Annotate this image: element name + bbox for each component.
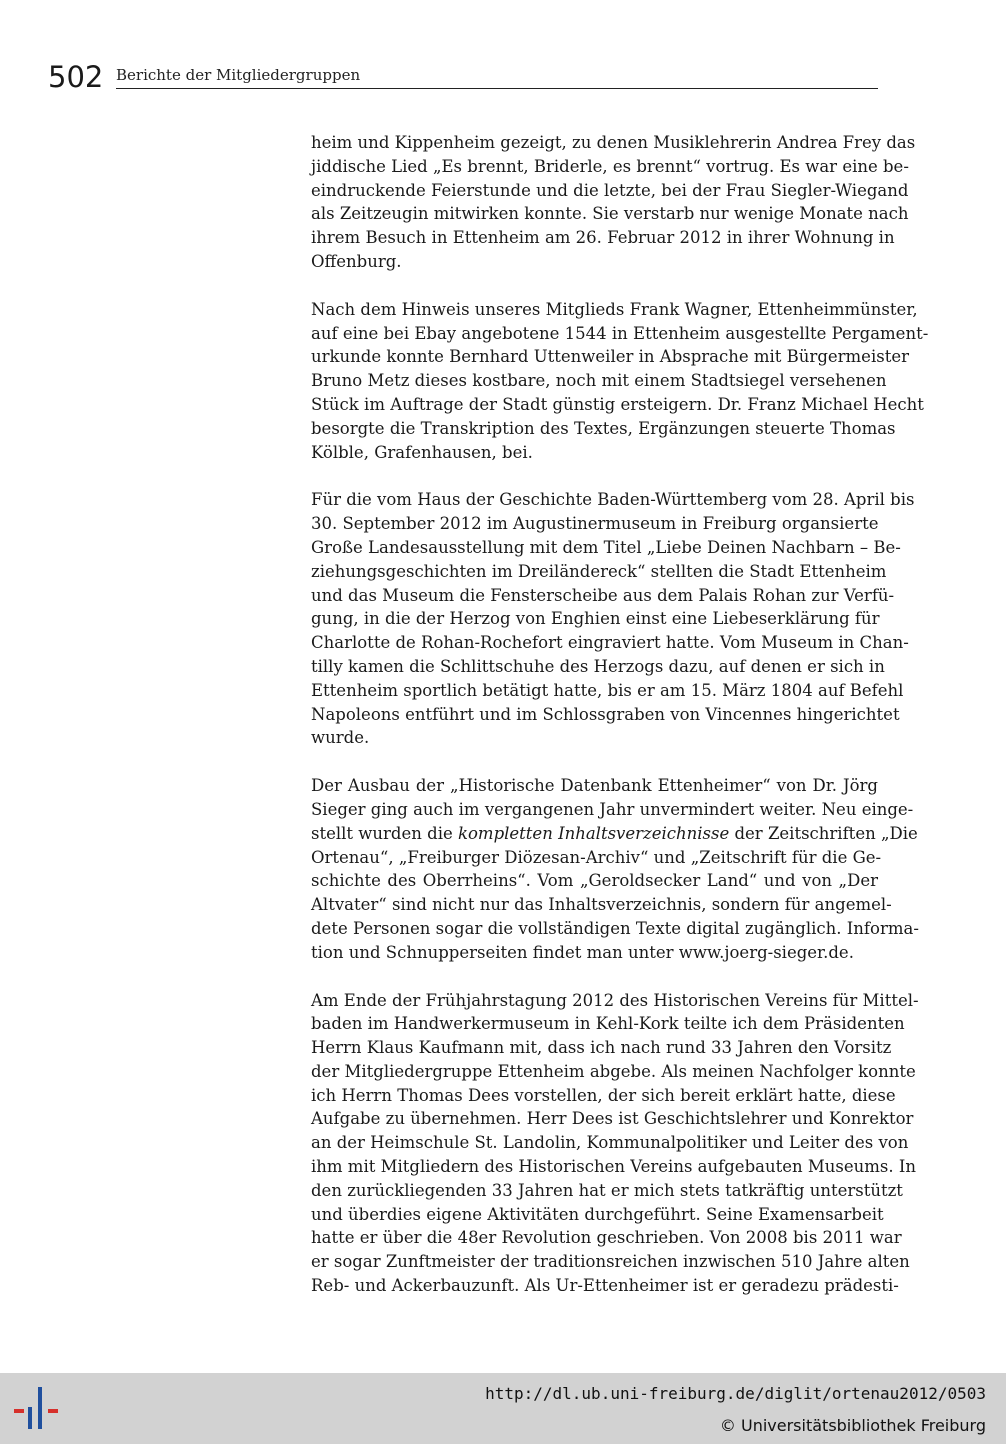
logo-blue-bar-tall (38, 1387, 42, 1429)
footer-bar (0, 1373, 1006, 1444)
text-line: den zurückliegenden 33 Jahren hat er mich stets tatkräftig unterstützt (311, 1180, 903, 1200)
footer-copyright: © Universitätsbibliothek Freiburg (719, 1416, 986, 1435)
body-text (311, 131, 929, 1322)
text-line: Stück im Auftrage der Stadt günstig ersteigern. Dr. Franz Michael Hecht (311, 394, 924, 414)
text-line: Kölble, Grafenhausen, bei. (311, 442, 533, 462)
paragraph (311, 989, 919, 1298)
text-line: eindruckende Feierstunde und die letzte, bei der Frau Siegler-Wiegand (311, 180, 909, 200)
header-rule (116, 88, 878, 89)
text-line: Altvater“ sind nicht nur das Inhaltsverzeichnis, sondern für angemel- (311, 895, 892, 915)
text-line: Große Landesausstellung mit dem Titel „Liebe Deinen Nachbarn – Be- (311, 537, 901, 557)
text-line: tilly kamen die Schlittschuhe des Herzogs dazu, auf denen er sich in (311, 656, 885, 676)
text-line: besorgte die Transkription des Textes, Ergänzungen steuerte Thomas (311, 418, 896, 438)
logo-blue-bar-short (28, 1407, 32, 1429)
text-line: hatte er über die 48er Revolution geschrieben. Von 2008 bis 2011 war (311, 1228, 902, 1248)
text-line: Ettenheim sportlich betätigt hatte, bis er am 15. März 1804 auf Befehl (311, 680, 904, 700)
text-line: als Zeitzeugin mitwirken konnte. Sie verstarb nur wenige Monate nach (311, 204, 909, 224)
text-line: ich Herrn Thomas Dees vorstellen, der sich bereit erklärt hatte, diese (311, 1085, 896, 1105)
text-line: Napoleons entführt und im Schlossgraben von Vincennes hingerichtet (311, 704, 900, 724)
text-line: Herrn Klaus Kaufmann mit, dass ich nach rund 33 Jahren den Vorsitz (311, 1038, 892, 1058)
text-line: Reb- und Ackerbauzunft. Als Ur-Ettenheimer ist er geradezu prädesti- (311, 1276, 899, 1296)
text-line: ihm mit Mitgliedern des Historischen Vereins aufgebauten Museums. In (311, 1157, 916, 1177)
text-line: urkunde konnte Bernhard Uttenweiler in Absprache mit Bürgermeister (311, 347, 909, 367)
paragraph (311, 131, 916, 274)
paragraph (311, 298, 929, 465)
text-line: jiddische Lied „Es brennt, Briderle, es brennt“ vortrug. Es war eine be- (311, 156, 909, 176)
running-head: Berichte der Mitgliedergruppen (116, 66, 361, 84)
text-line: wurde. (311, 728, 370, 748)
text-line: dete Personen sogar die vollständigen Texte digital zugänglich. Informa- (311, 918, 919, 938)
text-line: er sogar Zunftmeister der traditionsreichen inzwischen 510 Jahre alten (311, 1252, 910, 1272)
text-line: Aufgabe zu übernehmen. Herr Dees ist Geschichtslehrer und Konrektor (311, 1109, 914, 1129)
page-header (48, 58, 878, 92)
footer-url[interactable]: http://dl.ub.uni-freiburg.de/diglit/ortenau2012/0503 (485, 1384, 986, 1403)
text-line: und das Museum die Fensterscheibe aus dem Palais Rohan zur Verfü- (311, 585, 895, 605)
page-number: 502 (48, 60, 104, 94)
paragraph (311, 774, 919, 964)
text-line: Sieger ging auch im vergangenen Jahr unvermindert weiter. Neu einge- (311, 799, 914, 819)
text-line: heim und Kippenheim gezeigt, zu denen Musiklehrerin Andrea Frey das (311, 133, 916, 152)
logo-red-dash-left (14, 1409, 24, 1413)
text-line: an der Heimschule St. Landolin, Kommunalpolitiker und Leiter des von (311, 1133, 909, 1153)
text-line: gung, in die der Herzog von Enghien einst eine Liebeserklärung für (311, 609, 880, 629)
text-line: 30. September 2012 im Augustinermuseum in Freiburg organsierte (311, 514, 879, 534)
text-line: stellt wurden die kompletten Inhaltsverzeichnisse der Zeitschriften „Die (311, 823, 918, 843)
ub-freiburg-logo-icon (12, 1385, 64, 1431)
text-line: und überdies eigene Aktivitäten durchgeführt. Seine Examensarbeit (311, 1204, 884, 1224)
text-line: schichte des Oberrheins“. Vom „Geroldsecker Land“ und von „Der (311, 871, 878, 891)
text-line: ziehungsgeschichten im Dreiländereck“ stellten die Stadt Ettenheim (311, 561, 887, 581)
paragraph (311, 488, 915, 750)
text-line: Der Ausbau der „Historische Datenbank Ettenheimer“ von Dr. Jörg (311, 776, 878, 796)
text-line: baden im Handwerkermuseum in Kehl-Kork teilte ich dem Präsidenten (311, 1014, 905, 1034)
text-line: Ortenau“, „Freiburger Diözesan-Archiv“ und „Zeitschrift für die Ge- (311, 847, 882, 867)
text-line: Am Ende der Frühjahrstagung 2012 des Historischen Vereins für Mittel- (311, 990, 919, 1010)
text-line: der Mitgliedergruppe Ettenheim abgebe. Als meinen Nachfolger konnte (311, 1061, 916, 1081)
text-line: Charlotte de Rohan-Rochefort eingraviert hatte. Vom Museum in Chan- (311, 633, 909, 653)
logo-red-dash-right (48, 1409, 58, 1413)
text-line: Bruno Metz dieses kostbare, noch mit einem Stadtsiegel versehenen (311, 371, 887, 391)
text-line: Nach dem Hinweis unseres Mitglieds Frank Wagner, Ettenheimmünster, (311, 299, 918, 319)
text-line: ihrem Besuch in Ettenheim am 26. Februar 2012 in ihrer Wohnung in (311, 228, 895, 248)
text-line: auf eine bei Ebay angebotene 1544 in Ettenheim ausgestellte Pergament- (311, 323, 929, 343)
text-line: tion und Schnupperseiten findet man unter www.joerg-sieger.de. (311, 942, 854, 962)
text-line: Für die vom Haus der Geschichte Baden-Württemberg vom 28. April bis (311, 490, 915, 510)
text-line: Offenburg. (311, 251, 402, 271)
